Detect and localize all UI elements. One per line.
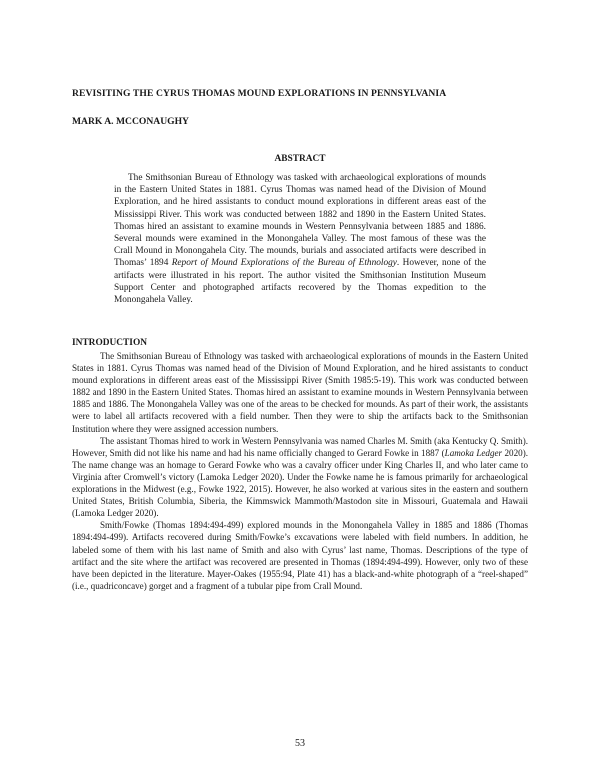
introduction-heading: INTRODUCTION [72,338,148,348]
introduction-body [72,350,528,592]
page-number: 53 [295,738,305,749]
abstract-italic-title: Report of Mound Explorations of the Bureau of Ethnology [171,258,397,269]
intro-paragraph-2 [72,435,528,520]
abstract-body [114,172,486,306]
intro-p2-text-2: 2020). The name change was an homage to Gerard Fowke who was a cavalry officer under King Charles II, and who later came to Virginia after Cromwell’s victory (Lamoka Ledger 2020). Under the Fowke name he is famous primarily for archaeological explorations in the Midwest (e.g., Fowke 1922, 2015). However, he also worked at various sites in the eastern and southern United States, British Columbia, Siberia, the Kimmswick Mammoth/Mastodon site in Missouri, Guatemala and Hawaii (Lamoka Ledger 2020). [72,447,528,519]
abstract-heading: ABSTRACT [274,154,326,164]
paper-title: REVISITING THE CYRUS THOMAS MOUND EXPLORATIONS IN PENNSYLVANIA [72,88,447,99]
abstract-paragraph [114,172,486,306]
abstract-text-2: . However, none of the artifacts were illustrated in his report. The author visited the Smithsonian Institution Museum Support Center and photographed artifacts recovered by the Thomas expedition to the Monongahela Valley. [114,258,486,306]
intro-paragraph-1: The Smithsonian Bureau of Ethnology was tasked with archaeological explorations of mounds in the Eastern United States in 1881. Cyrus Thomas was named head of the Division of Mound Exploration, and he hired assistants to conduct mound explorations in different areas east of the Mississippi River (Smith 1985:5-19). This work was conducted between 1882 and 1890 in the Eastern United States. Thomas hired an assistant to examine mounds in Western Pennsylvania between 1885 and 1886. The Monongahela Valley was one of the areas to be checked for mounds. As part of their work, the assistants were to label all artifacts recovered with a field number. Then they were to ship the artifacts back to the Smithsonian Institution where they were assigned accession numbers. [72,351,528,434]
intro-p2-text-1: The assistant Thomas hired to work in Western Pennsylvania was named Charles M. Smith (aka Kentucky Q. Smith). However, Smith did not like his name and had his name officially changed to Gerard Fowke in 1887 ( [72,435,528,458]
intro-p2-italic: Lamoka Ledger [444,447,503,458]
intro-paragraph-3: Smith/Fowke (Thomas 1894:494-499) explored mounds in the Monongahela Valley in 1885 and 1886 (Thomas 1894:494-499). Artifacts recovered during Smith/Fowke’s excavations were labeled with field numbers. In addition, he labeled some of them with his last name of Smith and also with Cyrus’ last name, Thomas. Descriptions of the type of artifact and the site where the artifact was recovered are presented in Thomas (1894:494-499). However, only two of these have been depicted in the literature. Mayer-Oakes (1955:94, Plate 41) has a black-and-white photograph of a “reel-shaped” (i.e., quadriconcave) gorget and a fragment of a tubular pipe from Crall Mound. [72,520,528,591]
abstract-text-1: The Smithsonian Bureau of Ethnology was tasked with archaeological explorations of mounds in the Eastern United States in 1881. Cyrus Thomas was named head of the Division of Mound Exploration, and he hired assistants to conduct mound explorations in different areas east of the Mississippi River. This work was conducted between 1882 and 1890 in the Eastern United States. Thomas hired an assistant to examine mounds in Western Pennsylvania between 1885 and 1886. Several mounds were examined in the Monongahela Valley. The most famous of these was the Crall Mound in Monongahela City. The mounds, burials and associated artifacts were described in Thomas’ 1894 [114,173,486,269]
author-name: MARK A. MCCONAUGHY [72,116,189,127]
